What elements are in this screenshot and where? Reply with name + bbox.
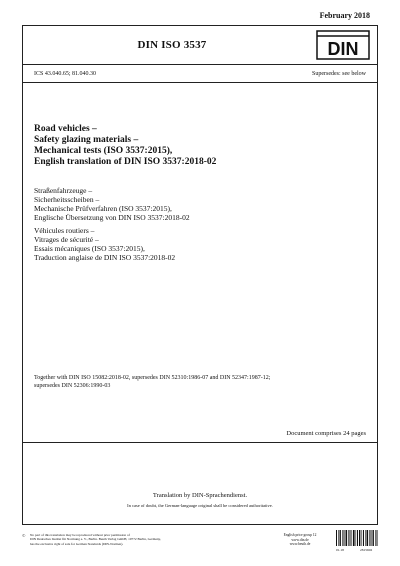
- din-logo-icon: [316, 30, 370, 60]
- cover-frame: [22, 25, 378, 525]
- german-title-line: Straßenfahrzeuge –: [34, 186, 93, 195]
- copyright-notice: [30, 533, 260, 546]
- supersession-line: supersedes DIN 52306:1990-03: [34, 382, 111, 389]
- translation-note: Translation by DIN-Sprachendienst.: [152, 492, 248, 499]
- document-title: DIN ISO 3537: [137, 39, 207, 51]
- english-title-line: Road vehicles –: [34, 124, 97, 134]
- beuth-website-link[interactable]: www.beuth.de: [289, 542, 311, 547]
- ics-code: ICS 43.040.65; 81.040.30: [34, 71, 97, 77]
- english-title-line: Mechanical tests (ISO 3537:2015),: [34, 146, 173, 156]
- french-title-line: Essais mécaniques (ISO 3537:2015),: [34, 244, 145, 253]
- supersession-statement: [34, 375, 374, 390]
- divider: [22, 442, 378, 443]
- german-title-line: Mechanische Prüfverfahren (ISO 3537:2015),: [34, 204, 172, 213]
- english-title-line: English translation of DIN ISO 3537:2018-02: [34, 157, 217, 167]
- price-info: [270, 533, 330, 547]
- german-title: [34, 186, 334, 222]
- copyright-line: DIN Deutsches Institut für Normung e. V., Berlin. Beuth Verlag GmbH, 10772 Berlin, Germany,: [30, 537, 161, 542]
- german-title-line: Englische Übersetzung von DIN ISO 3537:2018-02: [34, 213, 190, 222]
- supersedes-note: Supersedes: see below: [312, 71, 366, 77]
- copyright-line: No part of this translation may be reproduced without prior permission of: [30, 533, 130, 537]
- authority-disclaimer: In case of doubt, the German-language original shall be considered authoritative.: [127, 503, 273, 508]
- french-title-line: Véhicules routiers –: [34, 226, 95, 235]
- copyright-line: has the exclusive right of sale for German Standards (DIN-Normen).: [30, 541, 124, 546]
- divider: [22, 82, 378, 83]
- publication-date: February 2018: [319, 11, 370, 20]
- german-title-line: Sicherheitsscheiben –: [34, 195, 100, 204]
- copyright-icon: ©: [22, 533, 26, 538]
- din-website-link[interactable]: www.din.de: [291, 537, 309, 542]
- barcode-number: 2815602: [360, 548, 373, 552]
- french-title-line: Vitrages de sécurité –: [34, 235, 99, 244]
- din-logo-text: DIN: [327, 39, 359, 59]
- french-title: [34, 226, 334, 262]
- page-count: Document comprises 24 pages: [286, 430, 366, 437]
- english-title: [34, 124, 334, 168]
- english-title-line: Safety glazing materials –: [34, 135, 139, 145]
- price-group: English price group 12: [283, 533, 317, 537]
- barcode-icon: [336, 530, 378, 546]
- barcode-date: 01.18: [336, 548, 344, 552]
- french-title-line: Traduction anglaise de DIN ISO 3537:2018-02: [34, 253, 176, 262]
- supersession-line: Together with DIN ISO 15082:2018-02, supersedes DIN 52310:1986-07 and DIN 52347:1987-12;: [34, 375, 271, 381]
